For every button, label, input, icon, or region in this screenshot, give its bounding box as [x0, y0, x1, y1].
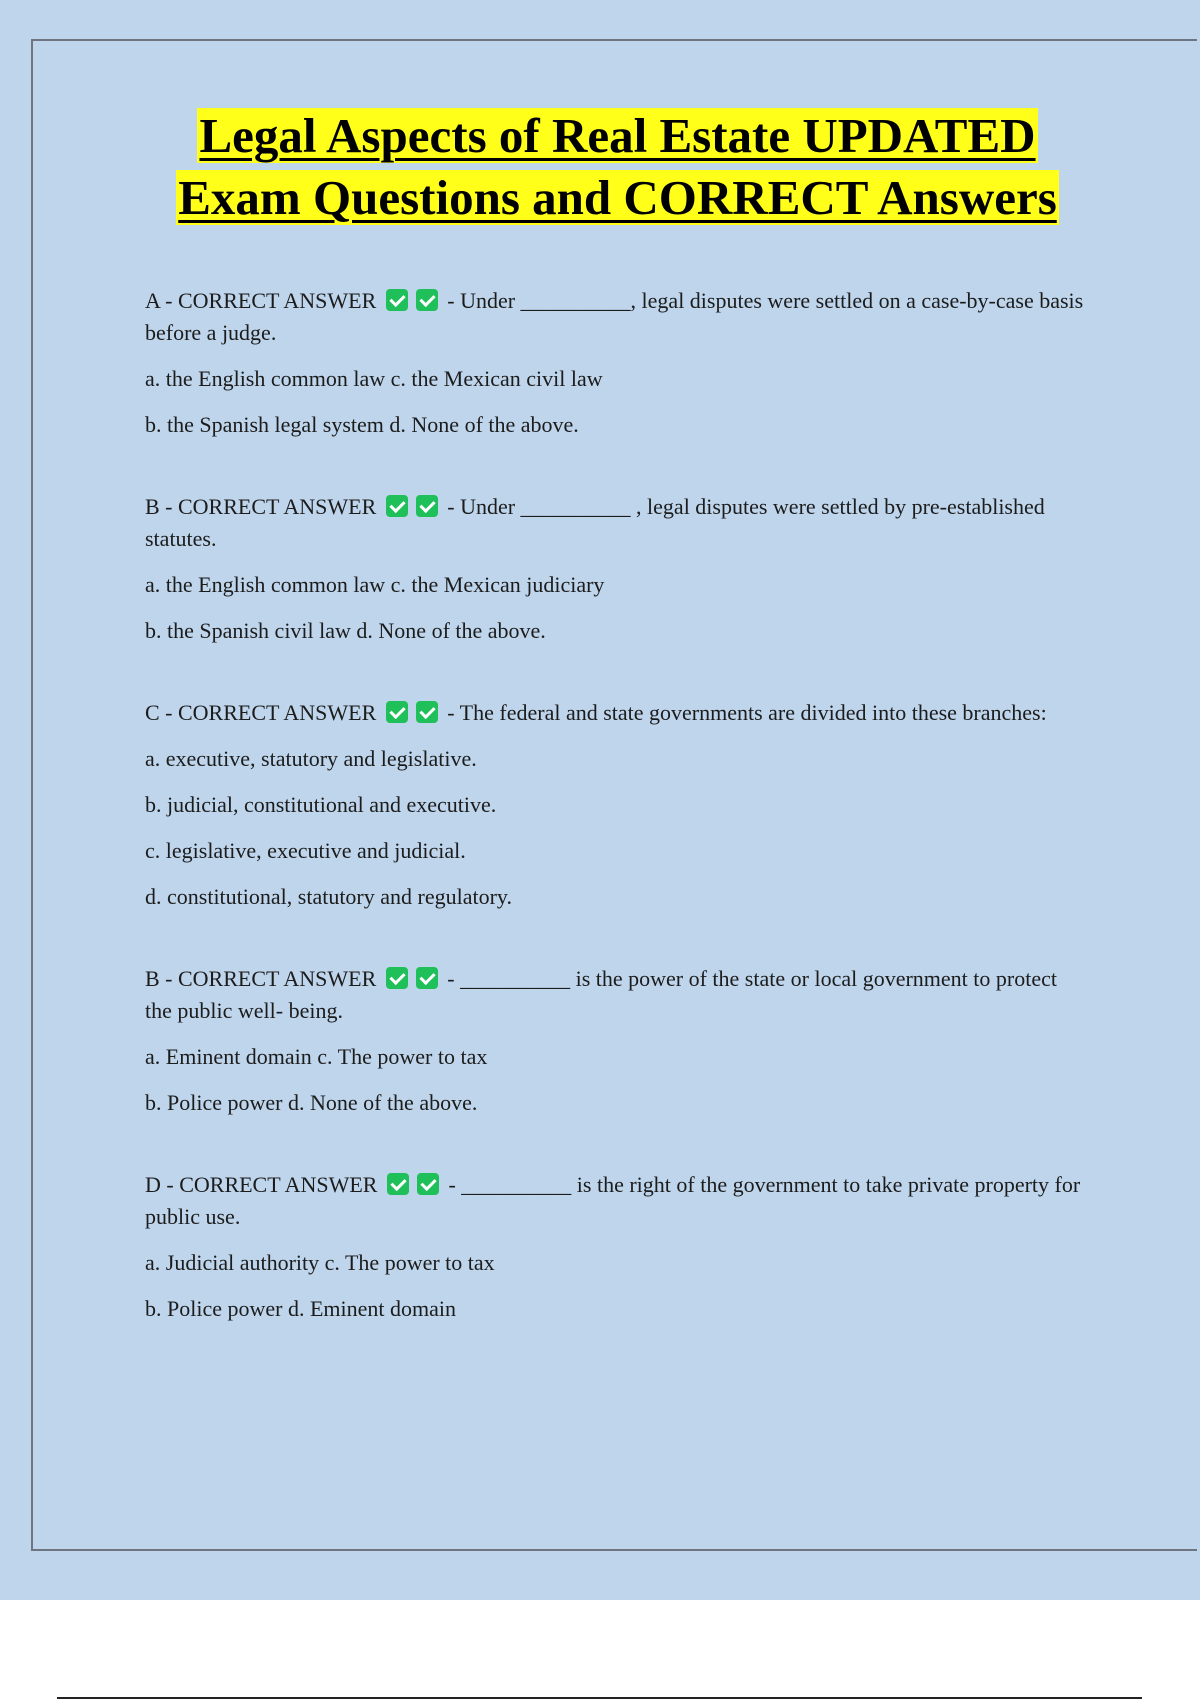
check-icon — [386, 495, 408, 517]
answer-prefix: B - CORRECT ANSWER — [145, 494, 377, 519]
question-stem — [145, 963, 1085, 1027]
check-icon — [416, 967, 438, 989]
answer-option: a. executive, statutory and legislative. — [145, 746, 477, 771]
answer-option: b. the Spanish civil law d. None of the above. — [145, 618, 546, 643]
check-icon — [386, 701, 408, 723]
answer-option: b. Police power d. Eminent domain — [145, 1296, 456, 1321]
answer-option: b. the Spanish legal system d. None of the above. — [145, 412, 579, 437]
check-icon — [416, 701, 438, 723]
answer-option: a. the English common law c. the Mexican civil law — [145, 366, 603, 391]
question-stem — [145, 285, 1085, 349]
check-icon — [387, 1173, 409, 1195]
title-line-1: Legal Aspects of Real Estate UPDATED — [199, 108, 1036, 163]
question-text: - Under __________, legal disputes were settled on a case-by-case basis before a judge. — [145, 288, 1084, 345]
document-title — [0, 105, 1200, 229]
check-icon — [386, 967, 408, 989]
question-text: - The federal and state governments are divided into these branches: — [447, 700, 1047, 725]
answer-option: a. Eminent domain c. The power to tax — [145, 1044, 488, 1069]
question-text: - Under __________ , legal disputes were settled by pre-established statutes. — [145, 494, 1045, 551]
question-item — [145, 963, 1085, 1119]
answer-option: a. the English common law c. the Mexican judiciary — [145, 572, 605, 597]
answer-prefix: D - CORRECT ANSWER — [145, 1172, 378, 1197]
check-icon — [416, 289, 438, 311]
footer-divider — [57, 1697, 1142, 1699]
title-line-2: Exam Questions and CORRECT Answers — [178, 170, 1057, 225]
answer-option: b. Police power d. None of the above. — [145, 1090, 478, 1115]
question-item — [145, 285, 1085, 441]
question-item — [145, 697, 1085, 913]
answer-prefix: B - CORRECT ANSWER — [145, 966, 377, 991]
check-icon — [386, 289, 408, 311]
question-stem — [145, 491, 1085, 555]
question-item — [145, 1169, 1085, 1325]
question-item — [145, 491, 1085, 647]
answer-option: d. constitutional, statutory and regulatory. — [145, 884, 512, 909]
question-list — [145, 285, 1085, 1375]
question-stem — [145, 1169, 1085, 1233]
check-icon — [417, 1173, 439, 1195]
answer-option: b. judicial, constitutional and executive. — [145, 792, 497, 817]
question-text: - __________ is the right of the government to take private property for public use. — [145, 1172, 1081, 1229]
check-icon — [416, 495, 438, 517]
answer-prefix: A - CORRECT ANSWER — [145, 288, 377, 313]
answer-prefix: C - CORRECT ANSWER — [145, 700, 377, 725]
question-stem — [145, 697, 1085, 729]
answer-option: c. legislative, executive and judicial. — [145, 838, 466, 863]
answer-option: a. Judicial authority c. The power to tax — [145, 1250, 495, 1275]
question-text: - __________ is the power of the state or local government to protect the public well- being. — [145, 966, 1057, 1023]
